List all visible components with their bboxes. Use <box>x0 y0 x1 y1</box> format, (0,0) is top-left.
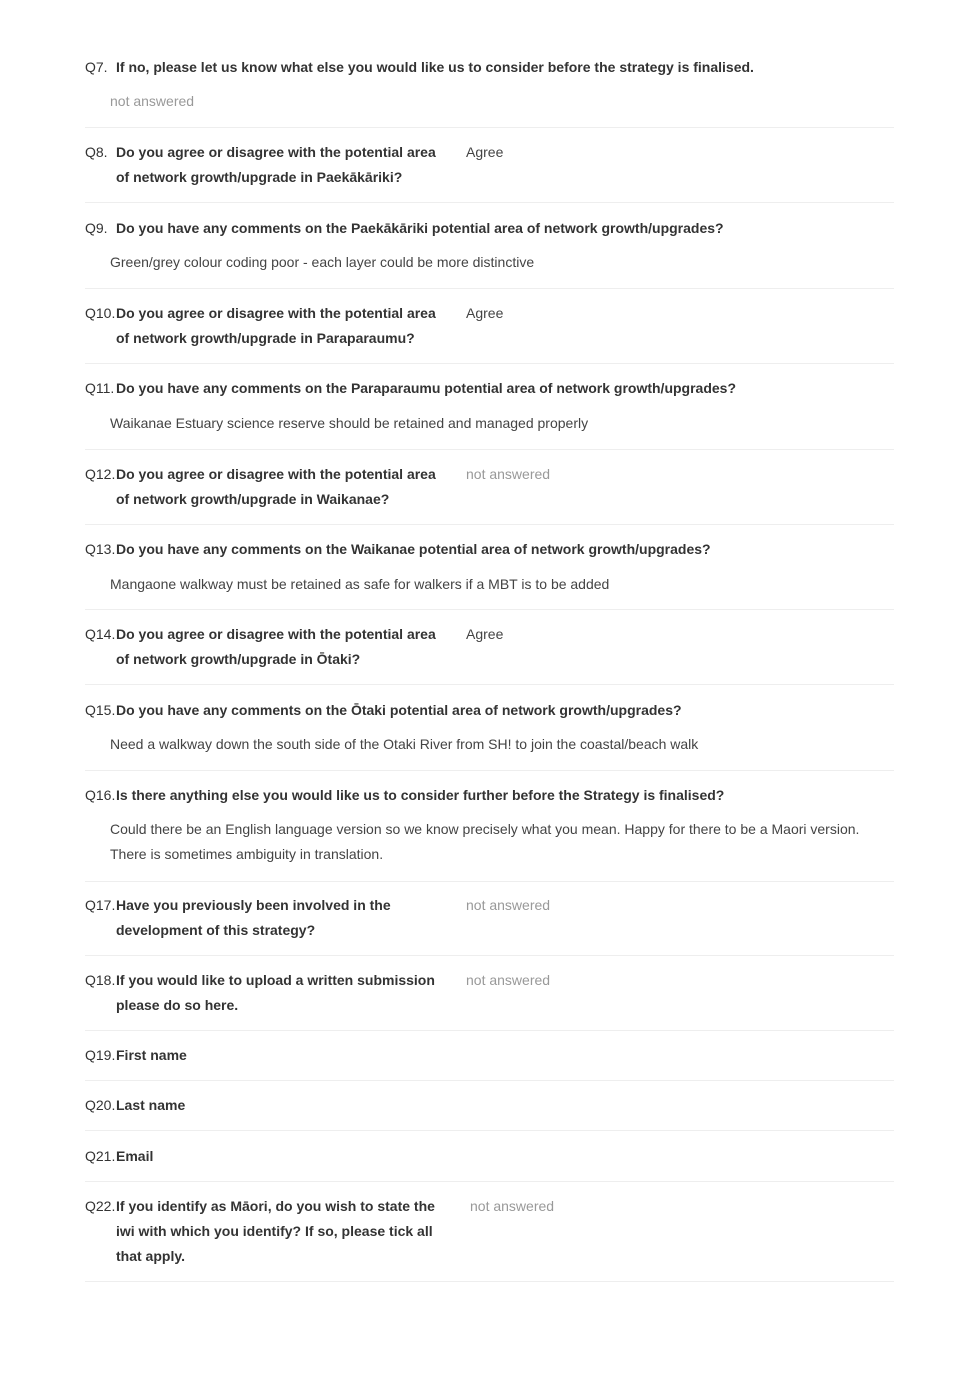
question-number: Q8. <box>85 144 108 160</box>
question-q12 <box>85 462 894 525</box>
question-text: Do you agree or disagree with the potential area of network growth/upgrade in Waikanae? <box>116 466 436 507</box>
answer-text: Mangaone walkway must be retained as safe for walkers if a MBT is to be added <box>110 576 610 592</box>
answer-text: Need a walkway down the south side of the Otaki River from SH! to join the coastal/beach walk <box>110 736 699 752</box>
question-q11 <box>85 376 894 450</box>
question-number: Q12. <box>85 466 116 482</box>
question-text: If you identify as Māori, do you wish to state the iwi with which you identify? If so, please tick all that apply. <box>116 1198 435 1264</box>
question-q14 <box>85 622 894 685</box>
question-number: Q11. <box>85 380 115 396</box>
question-number: Q10. <box>85 305 116 321</box>
question-number: Q20. <box>85 1097 116 1113</box>
answer-text: Agree <box>466 305 504 321</box>
question-q18 <box>85 968 894 1031</box>
answer-text: not answered <box>466 972 551 988</box>
question-number: Q14. <box>85 626 116 642</box>
question-text: Last name <box>116 1097 186 1113</box>
question-text: First name <box>116 1047 187 1063</box>
question-number: Q7. <box>85 59 108 75</box>
answer-text: not answered <box>470 1198 555 1214</box>
question-q21 <box>85 1144 894 1182</box>
question-text: Do you have any comments on the Ōtaki potential area of network growth/upgrades? <box>116 702 682 718</box>
question-q20 <box>85 1093 894 1131</box>
question-text: Do you agree or disagree with the potential area of network growth/upgrade in Ōtaki? <box>116 626 436 667</box>
question-text: Do you agree or disagree with the potential area of network growth/upgrade in Paraparaumu? <box>116 305 436 346</box>
question-text: Do you have any comments on the Paekākāriki potential area of network growth/upgrades? <box>116 220 724 236</box>
question-q17 <box>85 893 894 956</box>
question-text: If you would like to upload a written submission please do so here. <box>116 972 435 1013</box>
question-text: If no, please let us know what else you would like us to consider before the strategy is finalised. <box>116 59 754 75</box>
question-q13 <box>85 537 894 610</box>
answer-text: not answered <box>466 897 551 913</box>
question-q10 <box>85 301 894 364</box>
question-text: Have you previously been involved in the development of this strategy? <box>116 897 391 938</box>
question-number: Q13. <box>85 541 116 557</box>
answer-text: Green/grey colour coding poor - each layer could be more distinctive <box>110 254 535 270</box>
question-number: Q9. <box>85 220 108 236</box>
question-text: Email <box>116 1148 154 1164</box>
question-text: Do you agree or disagree with the potential area of network growth/upgrade in Paekākāriki? <box>116 144 436 185</box>
answer-text: not answered <box>110 93 195 109</box>
question-text: Do you have any comments on the Paraparaumu potential area of network growth/upgrades? <box>116 380 737 396</box>
question-q22 <box>85 1194 894 1282</box>
answer-text: not answered <box>466 466 551 482</box>
question-number: Q21. <box>85 1148 116 1164</box>
question-q16 <box>85 783 894 882</box>
question-q9 <box>85 216 894 289</box>
answer-text: Could there be an English language version so we know precisely what you mean. Happy for there to be a Maori version. There is sometimes ambiguity in translation. <box>110 821 860 862</box>
question-number: Q22. <box>85 1198 116 1214</box>
question-number: Q19. <box>85 1047 116 1063</box>
answer-text: Agree <box>466 626 504 642</box>
question-text: Is there anything else you would like us to consider further before the Strategy is finalised? <box>116 787 725 803</box>
question-number: Q17. <box>85 897 116 913</box>
question-q8 <box>85 140 894 203</box>
question-number: Q15. <box>85 702 116 718</box>
question-q19 <box>85 1043 894 1081</box>
question-text: Do you have any comments on the Waikanae potential area of network growth/upgrades? <box>116 541 711 557</box>
answer-text: Waikanae Estuary science reserve should be retained and managed properly <box>110 415 589 431</box>
question-number: Q18. <box>85 972 116 988</box>
question-number: Q16. <box>85 787 116 803</box>
question-q15 <box>85 698 894 771</box>
answer-text: Agree <box>466 144 504 160</box>
question-q7 <box>85 55 894 128</box>
